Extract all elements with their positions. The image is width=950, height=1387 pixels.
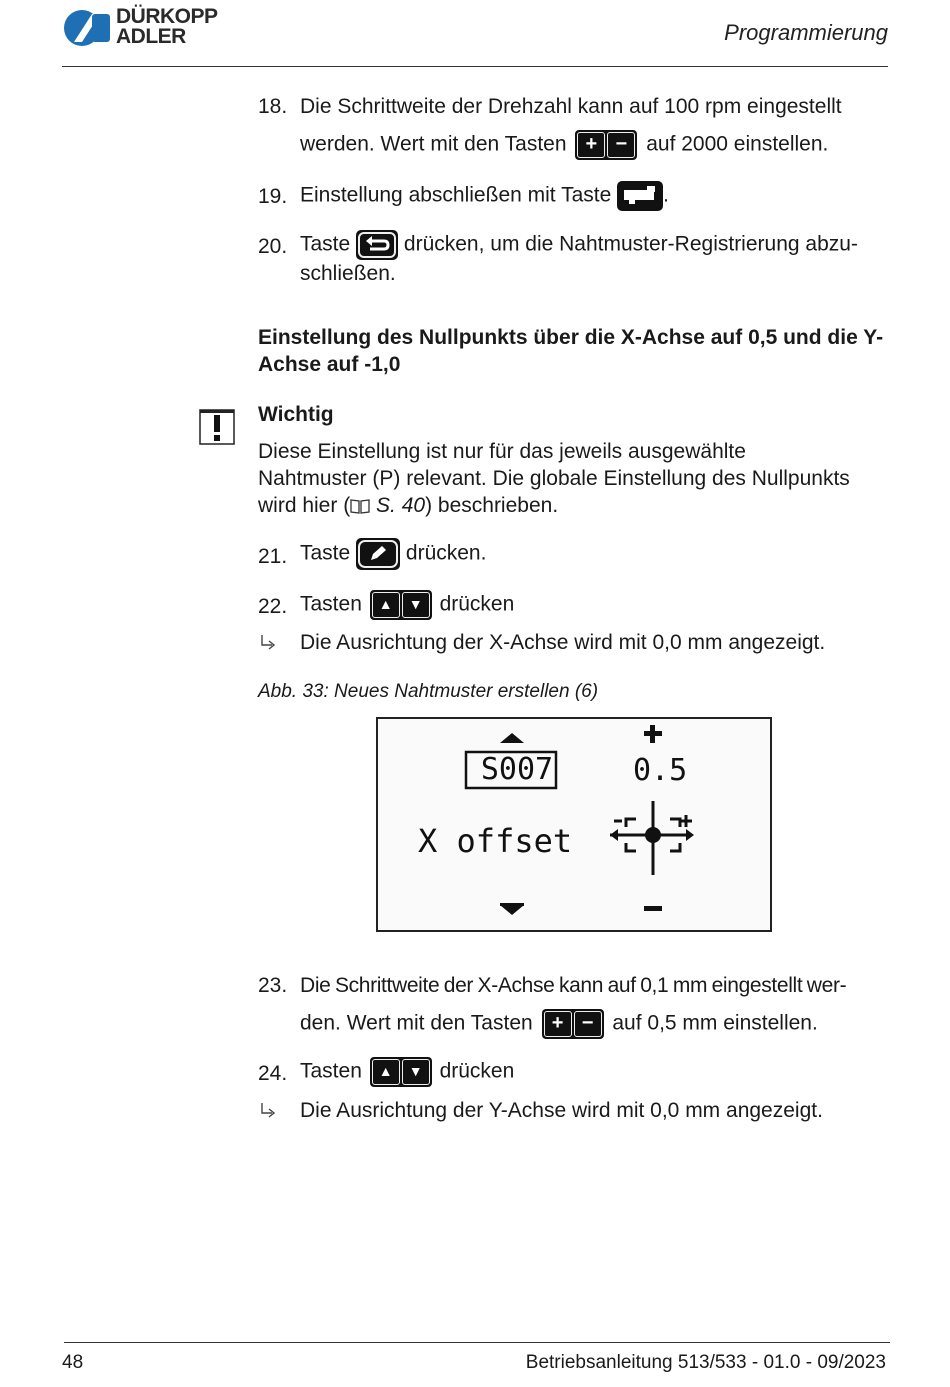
down-key-icon: ▼ [402,1059,430,1085]
plus-minus-keys [575,130,637,160]
important-text: Diese Einstellung ist nur für das jeweils ausgewählte [258,440,746,463]
plus-minus-keys [542,1009,604,1039]
up-down-keys [370,590,432,620]
document-info: Betriebsanleitung 513/533 - 01.0 - 09/2023 [525,1352,886,1373]
up-down-keys [370,1057,432,1087]
offset-value: 0.5 [633,753,688,788]
step-text: Taste drücken. [300,538,486,570]
section-heading: Einstellung des Nullpunkts über die X-Achse auf 0,5 und die Y-Achse auf -1,0 [258,326,884,376]
page-number: 48 [62,1352,84,1373]
step-number: 23. [258,974,288,997]
result-arrow-icon [259,1101,279,1121]
offset-label: X offset [418,822,573,860]
warning-icon [199,409,233,443]
result-arrow-icon [259,633,279,653]
step-text: den. Wert mit den Tasten + − auf 0,5 mm einstellen. [300,1009,818,1039]
scroll-up-icon [500,733,524,743]
step-text: Tasten ▲ ▼ drücken [300,590,514,620]
minus-icon [644,906,662,911]
plus-key-icon: + [577,132,605,158]
result-text: Die Ausrichtung der Y-Achse wird mit 0,0 mm angezeigt. [300,1099,823,1122]
footer-rule [64,1342,890,1343]
step-text: Die Schrittweite der Drehzahl kann auf 100 rpm eingestellt [300,95,842,118]
book-icon [350,494,370,521]
page-reference[interactable]: S. 40 [376,494,426,517]
scroll-down-icon [500,903,524,915]
step-text: Die Schrittweite der X-Achse kann auf 0,1 mm eingestellt wer- [300,974,847,997]
step-text: werden. Wert mit den Tasten + − auf 2000 einstellen. [300,130,828,160]
minus-key-icon: − [607,132,635,158]
figure-caption: Abb. 33: Neues Nahtmuster erstellen (6) [258,681,599,702]
step-number: 24. [258,1062,288,1085]
step-text: Taste drücken, um die Nahtmuster-Registrierung abzu- [300,230,858,260]
plus-icon [644,725,662,743]
step-text: Einstellung abschließen mit Taste . [300,181,669,211]
important-title: Wichtig [258,403,334,426]
logo-text: DÜRKOPP ADLER [116,5,218,48]
machine-key-icon [617,181,663,211]
step-number: 22. [258,595,288,618]
header-rule [62,66,888,67]
return-key-icon [356,230,398,260]
up-key-icon: ▲ [372,1059,400,1085]
step-number: 21. [258,545,288,568]
step-number: 19. [258,185,288,208]
step-number: 18. [258,95,288,118]
up-key-icon: ▲ [372,592,400,618]
section-title: Programmierung [724,20,888,45]
program-number: S007 [480,752,554,787]
lcd-display [376,717,772,932]
step-text: Tasten ▲ ▼ drücken [300,1057,514,1087]
step-number: 20. [258,235,288,258]
step-text: schließen. [300,262,396,285]
logo-icon [62,8,112,48]
minus-key-icon: − [574,1011,602,1037]
result-text: Die Ausrichtung der X-Achse wird mit 0,0 mm angezeigt. [300,631,826,654]
edit-key-icon [356,538,400,570]
important-text: wird hier ( S. 40) beschrieben. [258,492,558,521]
important-text: Nahtmuster (P) relevant. Die globale Einstellung des Nullpunkts [258,467,850,490]
plus-key-icon: + [544,1011,572,1037]
down-key-icon: ▼ [402,592,430,618]
